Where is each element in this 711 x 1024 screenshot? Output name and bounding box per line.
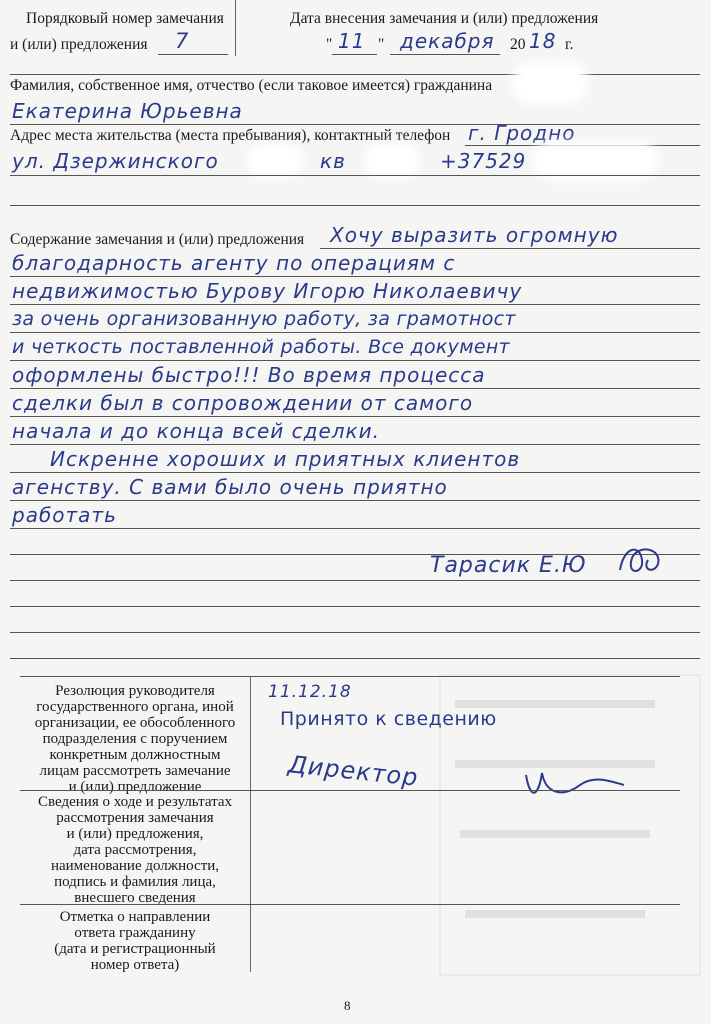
content-line-9: Искренне хороших и приятных клиентов <box>50 447 521 471</box>
reply-label: Отметка о направлении ответа гражданину (дата и регистрационный номер ответа) <box>54 909 216 973</box>
serial-value: 7 <box>175 29 190 53</box>
content-rule-15 <box>10 632 700 633</box>
content-line-8: начала и до конца всей сделки. <box>12 419 380 443</box>
citizen-name-value: Екатерина Юрьевна <box>12 99 243 123</box>
content-line-1: Хочу выразить огромную <box>330 223 619 247</box>
content-line-3: недвижимостью Бурову Игорю Николаевичу <box>12 279 523 303</box>
resolution-signature <box>520 755 630 805</box>
address-rule-1 <box>465 145 700 146</box>
address-phone: +37529 <box>440 149 527 173</box>
date-label: Дата внесения замечания и (или) предложения <box>290 10 599 27</box>
content-label: Содержание замечания и (или) предложения <box>10 231 305 248</box>
date-quote-open: " <box>326 36 333 53</box>
content-line-2: благодарность агенту по операциям с <box>12 251 456 275</box>
header-divider <box>235 0 236 56</box>
content-rule-9 <box>10 472 700 473</box>
content-rule-13 <box>10 580 700 581</box>
content-rule-6 <box>10 388 700 389</box>
resolution-label: Резолюция руководителя государственного органа, иной организации, ее обособленного подразделения с поручением конкретным должностным лицам рассмотреть замечание и (или) предложение <box>34 683 236 795</box>
content-rule-1 <box>320 248 700 249</box>
content-rule-16 <box>10 658 700 659</box>
serial-underline <box>158 54 228 55</box>
address-rule-2 <box>10 175 700 176</box>
content-rule-11 <box>10 528 700 529</box>
date-year-suffix: 18 <box>529 29 557 53</box>
table-row-divider-1 <box>20 790 680 791</box>
content-rule-10 <box>10 500 700 501</box>
address-rule-3 <box>10 205 700 206</box>
content-line-4: за очень организованную работу, за грамотност <box>12 308 516 330</box>
date-day: 11 <box>338 29 366 53</box>
section-rule-top <box>10 74 700 75</box>
date-month: декабря <box>400 29 495 53</box>
progress-label: Сведения о ходе и результатах рассмотрения замечания и (или) предложения, дата рассмотрения, наименование должности, подпись и фамилия лица, внесшего сведения <box>38 794 232 906</box>
citizen-name-rule <box>10 124 700 125</box>
content-rule-8 <box>10 444 700 445</box>
address-label: Адрес места жительства (места пребывания), контактный телефон <box>10 127 451 144</box>
content-rule-5 <box>10 360 700 361</box>
address-kv: кв <box>320 149 346 173</box>
content-rule-14 <box>10 606 700 607</box>
citizen-signature: Тарасик Е.Ю <box>430 553 587 578</box>
content-line-6: оформлены быстро!!! Во время процесса <box>12 363 486 387</box>
redacted-flat <box>372 152 412 170</box>
resolution-date: 11.12.18 <box>268 682 352 702</box>
content-line-5: и четкость поставленной работы. Все документ <box>12 336 510 358</box>
date-quote-close: " <box>378 36 385 53</box>
date-year-g: г. <box>565 36 574 53</box>
date-year-prefix: 20 <box>510 36 526 53</box>
content-rule-4 <box>10 332 700 333</box>
serial-label-2: и (или) предложения <box>10 36 148 53</box>
content-rule-2 <box>10 276 700 277</box>
content-line-7: сделки был в сопровождении от самого <box>12 391 474 415</box>
page-number: 8 <box>344 998 351 1013</box>
citizen-signature-scribble <box>612 540 672 580</box>
redacted-house <box>255 152 295 170</box>
content-rule-3 <box>10 304 700 305</box>
table-top <box>20 676 680 677</box>
resolution-position: Директор <box>286 750 420 792</box>
address-city: г. Гродно <box>468 121 576 145</box>
address-street: ул. Дзержинского <box>12 149 219 173</box>
redacted-surname <box>520 70 580 96</box>
serial-label-1: Порядковый номер замечания <box>26 10 224 27</box>
resolution-text: Принято к сведению <box>280 708 497 730</box>
content-line-10: агенству. С вами было очень приятно <box>12 475 448 499</box>
date-month-underline <box>390 54 500 55</box>
table-divider <box>250 676 251 972</box>
citizen-name-label: Фамилия, собственное имя, отчество (если таковое имеется) гражданина <box>10 77 493 94</box>
content-rule-12 <box>10 554 700 555</box>
table-row-divider-2 <box>20 904 680 905</box>
content-line-11: работать <box>12 503 117 527</box>
content-rule-7 <box>10 416 700 417</box>
date-day-underline <box>332 54 377 55</box>
redacted-phone <box>540 150 650 172</box>
